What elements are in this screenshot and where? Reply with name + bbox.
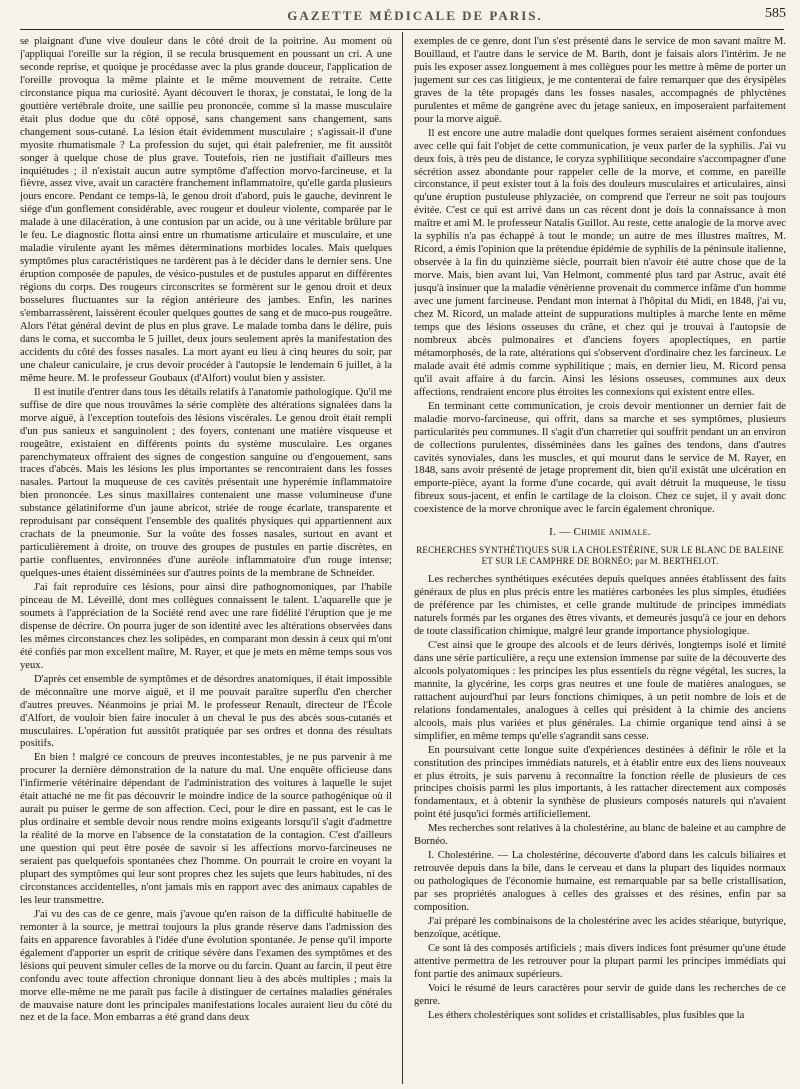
paragraph: J'ai fait reproduire ces lésions, pour ainsi dire pathognomoniques, par l'habile pinceau de M. Léveillé, dont mes collègues connaissent le talent. L'aquarelle que je soumets à l'appréciation de la Société rend avec une rare fidélité l'éruption que je me dispense de décrire. On pourra juger de son identité avec les altérations observées dans les mêmes circonstances chez les solipèdes, en comparant mon dessin à ceux qui m'ont été confiés par mon excellent maître, M. Rayer, et que je mets en même temps sous vos yeux.: [20, 582, 392, 671]
paragraph: Les éthers cholestériques sont solides et cristallisables, plus fusibles que la: [428, 1009, 745, 1021]
article-title: [414, 545, 786, 567]
article-title-line: RECHERCHES SYNTHÉTIQUES SUR LA CHOLESTÉRINE, SUR LE BLANC DE BALEINE: [416, 545, 784, 556]
paragraph: En bien ! malgré ce concours de preuves incontestables, je ne pus parvenir à me procurer la dernière démonstration de la nature du mal. Une enquête officieuse dans l'infirmerie vétérinaire dépendant de l'administration des voitures à laquelle le sujet était attaché ne me fit pas découvrir le moindre indice de la source pathogénique où il aurait pu puiser le germe de son affection. Ceci, pour le dire en passant, est le cas le plus ordinaire et semble devoir nous rendre moins exigeants lorsqu'il s'agit d'admettre la réalité de la morve en l'absence de la constatation de la contagion. C'est d'ailleurs une question qui peut être posée de savoir si les affections morvo-farcineuses ne seraient pas quelquefois spontanées chez l'homme. On pourrait le croire en voyant la plupart des symptômes qui leur sont propres chez les sujets que leurs habitudes, ni des circonstances accidentelles, n'ont jamais mis en rapport avec des animaux capables de les leur transmettre.: [20, 752, 392, 906]
paragraph: Mes recherches sont relatives à la cholestérine, au blanc de baleine et au camphre de Bornéo.: [414, 823, 786, 848]
paragraph: Voici le résumé de leurs caractères pour servir de guide dans les recherches de ce genre.: [414, 982, 786, 1007]
left-column: [20, 36, 392, 1084]
article-title-line: ET SUR LE CAMPHRE DE BORNÉO; par M. BERTHELOT.: [481, 556, 719, 567]
page-header: [0, 0, 800, 30]
paragraph: C'est ainsi que le groupe des alcools et de leurs dérivés, longtemps isolé et limité dans une série particulière, a reçu une extension immense par suite de la découverte des alcools polyatomiques : les principes les plus essentiels du règne végétal, les sucres, la mannite, la glycérine, les corps gras neutres et une foule de matières analogues, se rattachent aujourd'hui par leurs fonctions chimiques, à un petit nombre de lois et de relations fondamentales, analogues à celles qui président à la chimie des anciens alcools, mais plus variées et plus générales. La chimie organique tend ainsi à se simplifier, en même temps qu'elle s'agrandit sans cesse.: [414, 639, 786, 742]
section-heading: I. — Chimie animale.: [549, 526, 651, 539]
paragraph: exemples de ce genre, dont l'un s'est présenté dans le service de mon savant maître M. Bouillaud, et l'autre dans le service de M. Barth, dont je faisais alors l'intérim. Je ne puis les exposer assez longuement à mes collègues pour les mettre à même de porter un jugement sur ces cas litigieux, je me contenterai de faire remarquer que des érysipèles graves de la tête propagés dans les fosses nasales, accompagnés de phlyctènes purulentes et même de gangrène avec du jetage sanieux, en imposeraient parfaitement pour la morve aiguë.: [414, 36, 786, 125]
paragraph: En terminant cette communication, je crois devoir mentionner un dernier fait de maladie morvo-farcineuse, qui offrit, dans sa marche et ses symptômes, plusieurs particularités peu communes. Il s'agit d'un charretier qui souffrit pendant un an environ de collections purulentes, disséminées dans les gaînes des tendons, dans d'autres cavités synoviales, dans les muscles, et qui mourut dans le service de M. Rayer, en 1848, sans avoir présenté de jetage proprement dit, bien qu'il existât une ulcération en emporte-pièce, ayant la forme d'une cocarde, qui avait détruit la muqueuse, le tissu fibreux sous-jacent, et enfin le cartilage de la cloison. Chez ce sujet, il y avait donc coexistence de la morve chronique avec le farcin également chronique.: [414, 400, 786, 516]
paragraph: se plaignant d'une vive douleur dans le côté droit de la poitrine. Au moment où j'appliquai l'oreille sur la région, il se recula brusquement en poussant un cri. A une seconde reprise, et quoique je procédasse avec la plus grande douceur, l'application de l'oreille provoqua la même plainte et le même mouvement de retraite. Cette circonstance piqua ma curiosité. Ayant découvert le thorax, je constatai, le long de la gouttière vertébrale droite, une saillie peu prononcée, comme si la masse musculaire était plus dodue que du côté opposé, sans changement sans changement, sans changement sous-cutané. La lésion était évidemment musculaire ; s'agissait-il d'une myosite rhumatismale ? La profession du sujet, qui était palefrenier, me fit aussitôt songer à quelque chose de plus grave. Toutefois, rien ne justifiait d'ailleurs mes inquiétudes ; il n'existait aucun autre symptôme d'affection morvo-farcineuse, et la fièvre, assez vive, avait un caractère franchement inflammatoire, qu'elle garda plusieurs jours encore. Pendant ce temps-là, le genou droit d'abord, puis le gauche, devinrent le siége d'un gonflement considérable, avec rougeur et douleur violente, comparée par le malade à une dilacération, à une contusion par un acide, ou à une véritable brûlure par le feu. Le diagnostic flotta ainsi entre un rhumatisme articulaire et musculaire, et une maladie virulente ayant les mêmes déterminations morbides locales. Mais quelques symptômes plus caractéristiques ne tardèrent pas à le décider dans le dernier sens. Une éruption composée de papules, de vésico-pustules et de pustules apparut en différentes régions du corps. Des rougeurs circonscrites se formèrent sur le genou droit et deux bosselures fluctuantes sur la région antérieure des jambes. Enfin, les narines s'embarrassèrent, laissèrent écouler quelques gouttes de sang et de muco-pus rougeâtre. Alors l'état général devint de plus en plus grave. Le malade tomba dans le délire, puis dans le coma, et succomba le 5 juillet, deux jours seulement après la manifestation des accidents du côté des fosses nasales. La mort ayant eu lieu à cinq heures du soir, par une chaleur caniculaire, je crus devoir procéder à l'autopsie le lendemain 6 juillet, à la même heure. M. le professeur Goubaux (d'Alfort) voulut bien y assister.: [20, 36, 392, 384]
column-divider: [402, 32, 403, 1084]
paragraph: J'ai préparé les combinaisons de la cholestérine avec les acides stéarique, butyrique, benzoïque, acétique.: [414, 916, 786, 940]
paragraph: Il est encore une autre maladie dont quelques formes seraient aisément confondues avec celle qui fait l'objet de cette communication, je veux parler de la syphilis. J'ai vu deux fois, à très peu de distance, le coryza syphilitique secondaire s'accompagner d'une sécrétion assez abondante pour rappeler celle de la morve, et comme, en pareille circonstance, il peut exister tout à la fois des douleurs musculaires et articulaires, ainsi qu'une éruption pustuleuse phlyzaciée, on comprend que l'erreur ne soit pas toujours évitée. C'est ce qui est arrivé dans un cas récent dont je dois la connaissance à mon maître et ami M. le professeur Natalis Guillot. Au reste, cette analogie de la morve avec la syphilis n'a pas échappé à tout le monde; un autre de mes illustres maîtres, M. Ricord, a émis l'opinion que la prétendue épidémie de syphilis de la péninsule italienne, observée à la fin du quinzième siècle, pourrait bien n'avoir été autre chose que de la morve. Mais, bien avant lui, Van Helmont, commenté plus tard par Astruc, avait été jusqu'à insinuer que la maladie vénérienne provenait du commerce infâme d'un homme avec une jument farcineuse. Pendant mon internat à l'hôpital du Midi, en 1848, j'ai vu, chez M. Ricord, un malade atteint de suppurations multiples à marche lente en même temps que des lésions osseuses du crâne, et chez qui je trouvai à l'autopsie de nombreux abcès pulmonaires et d'anciens foyers apoplectiques, en partie métamorphosés, de la rate, altérations qui s'observent d'ordinaire chez les farcineux. Le malade avait été admis comme syphilitique ; mais, en dernier lieu, M. Ricord pensa qu'il avait affaire à du farcin. Ainsi les lésions osseuses, communes aux deux affections, rendraient encore plus étroites les connexions qui existent entre elles.: [414, 127, 786, 398]
paragraph: D'après cet ensemble de symptômes et de désordres anatomiques, il était impossible de méconnaître une morve aiguë, et il me pouvait paraître superflu d'en chercher d'autres preuves. Néanmoins je priai M. le professeur Renault, directeur de l'École d'Alfort, de vouloir bien faire inoculer à un cheval le pus des abcès sous-cutanés et musculaires. L'opération fut aussitôt pratiquée par ses ordres et donna des résultats positifs.: [20, 673, 392, 750]
paragraph: I. Cholestérine. — La cholestérine, découverte d'abord dans les calculs biliaires et retrouvée depuis dans la bile, dans le cerveau et dans la plupart des liquides normaux ou pathologiques de l'économie humaine, est remarquable par sa belle cristallisation, par ses propriétés analogues à celles des graisses et des résines, enfin par sa composition.: [414, 850, 786, 914]
paragraph: Les recherches synthétiques exécutées depuis quelques années établissent des faits généraux de plus en plus précis entre les matières carbonées les plus simples, étudiées de préférence par les chimistes, et celle grande multitude de principes immédiats naturels formés par les organes des êtres vivants, et demeurés jusqu'à ce jour en dehors de toute classification chimique, malgré leur grande importance physiologique.: [414, 574, 786, 638]
paragraph: En poursuivant cette longue suite d'expériences destinées à définir le rôle et la constitution des principes immédiats naturels, et à établir entre eux des liens nouveaux et plus étroits, je suis parvenu à reconnaître la fonction réelle de plusieurs de ces principes choisis parmi les plus importants, à les rattacher directement aux composés fondamentaux, et à obtenir la synthèse de plusieurs composés naturels qui n'avaient point été jusqu'ici formés artificiellement.: [414, 744, 786, 821]
paragraph: Il est inutile d'entrer dans tous les détails relatifs à l'anatomie pathologique. Qu'il me suffise de dire que nous trouvâmes la série complète des altérations signalées dans la morve aiguë, à l'exception toutefois des lésions viscérales. Le genou droit était rempli d'un pus sanieux et sanguinolent ; des foyers, contenant une matière visqueuse et rougeâtre, existaient en différents points du système musculaire. Les organes parenchymateux offraient des signes de congestion sanguine ou d'engouement, sans traces d'abcès. Mais les lésions les plus importantes se rencontraient dans les fosses nasales. Partout la muqueuse de ces cavités présentait une hyperémie inflammatoire bien prononcée. Les sinus maxillaires contenaient une masse volumineuse d'une substance gélatiniforme d'un jaune abricot, striée de rouge écarlate, transparente et reproduisant par conséquent l'ensemble des qualités physiques qui appartiennent aux crachats de la pneumonie. Sur la voûte des fosses nasales, surtout en avant et particulièrement à droite, on trouve des groupes de pustules en partie discrètes, en partie confluentes, environnées d'une auréole inflammatoire d'un rouge intense; quelques-unes étaient disséminées sur d'autres points de la membrane de Schneider.: [20, 386, 392, 580]
right-column: [414, 36, 786, 1084]
header-rule: [20, 29, 784, 30]
page-number: 585: [765, 6, 786, 21]
paragraph: Ce sont là des composés artificiels ; mais divers indices font présumer qu'une étude attentive permettra de les retrouver pour la plupart parmi les principes immédiats qui font partie des animaux supérieurs.: [414, 942, 786, 980]
journal-title: GAZETTE MÉDICALE DE PARIS.: [287, 8, 543, 23]
paragraph: J'ai vu des cas de ce genre, mais j'avoue qu'en raison de la difficulté habituelle de remonter à la source, je mettrai toujours la plus grande réserve dans l'admission des faits en apparence favorables à l'idée d'une évolution spontanée. Je pense qu'il importe également d'apporter un esprit de critique sévère dans l'examen des symptômes et des lésions qui peuvent simuler celles de la morve ou du farcin. Quant au farcin, il peut être confondu avec toute affection chronique donnant lieu à des abcès multiples ; mais la morve elle-même ne me paraît pas facile à distinguer de certaines maladies générales de mauvaise nature dont les principales manifestations locales auraient lieu du côté du nez et de la face. Mon embarras a été grand dans deux: [20, 908, 392, 1024]
